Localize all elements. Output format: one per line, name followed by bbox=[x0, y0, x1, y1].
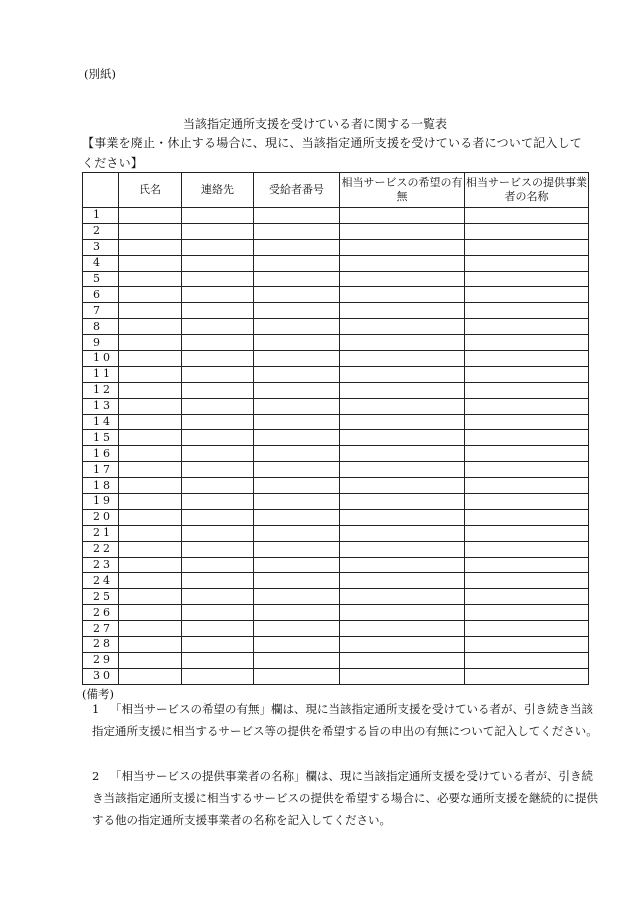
contact-cell[interactable] bbox=[182, 414, 254, 430]
provider-name-cell[interactable] bbox=[465, 478, 589, 494]
note-item bbox=[92, 765, 602, 831]
table-row bbox=[83, 271, 589, 287]
provider-name-cell[interactable] bbox=[465, 557, 589, 573]
name-cell[interactable] bbox=[119, 335, 182, 351]
recipient-number-cell[interactable] bbox=[254, 652, 340, 668]
header-recipient-number: 受給者番号 bbox=[254, 173, 340, 208]
table-row bbox=[83, 509, 589, 525]
service-wish-cell[interactable] bbox=[340, 462, 465, 478]
name-cell[interactable] bbox=[119, 605, 182, 621]
provider-name-cell[interactable] bbox=[465, 668, 589, 684]
recipient-number-cell[interactable] bbox=[254, 271, 340, 287]
provider-name-cell[interactable] bbox=[465, 652, 589, 668]
contact-cell[interactable] bbox=[182, 557, 254, 573]
contact-cell[interactable] bbox=[182, 398, 254, 414]
table-row bbox=[83, 541, 589, 557]
name-cell[interactable] bbox=[119, 208, 182, 224]
provider-name-cell[interactable] bbox=[465, 605, 589, 621]
name-cell[interactable] bbox=[119, 557, 182, 573]
contact-cell[interactable] bbox=[182, 573, 254, 589]
name-cell[interactable] bbox=[119, 351, 182, 367]
row-number: 23 bbox=[83, 557, 119, 573]
contact-cell[interactable] bbox=[182, 303, 254, 319]
name-cell[interactable] bbox=[119, 621, 182, 637]
table-row bbox=[83, 287, 589, 303]
row-number: 28 bbox=[83, 637, 119, 653]
recipient-number-cell[interactable] bbox=[254, 255, 340, 271]
provider-name-cell[interactable] bbox=[465, 271, 589, 287]
service-wish-cell[interactable] bbox=[340, 335, 465, 351]
provider-name-cell[interactable] bbox=[465, 239, 589, 255]
table-row bbox=[83, 446, 589, 462]
note-item bbox=[92, 698, 602, 742]
provider-name-cell[interactable] bbox=[465, 223, 589, 239]
header-name: 氏名 bbox=[119, 173, 182, 208]
recipient-number-cell[interactable] bbox=[254, 668, 340, 684]
provider-name-cell[interactable] bbox=[465, 287, 589, 303]
service-wish-cell[interactable] bbox=[340, 271, 465, 287]
row-number: 15 bbox=[83, 430, 119, 446]
recipient-number-cell[interactable] bbox=[254, 303, 340, 319]
row-number: 11 bbox=[83, 366, 119, 382]
provider-name-cell[interactable] bbox=[465, 335, 589, 351]
instruction-text: 【事業を廃止・休止する場合に、現に、当該指定通所支援を受けている者について記入してください】 bbox=[82, 136, 582, 170]
name-cell[interactable] bbox=[119, 303, 182, 319]
table-row bbox=[83, 589, 589, 605]
service-wish-cell[interactable] bbox=[340, 303, 465, 319]
service-wish-cell[interactable] bbox=[340, 208, 465, 224]
service-wish-cell[interactable] bbox=[340, 637, 465, 653]
table-row bbox=[83, 319, 589, 335]
name-cell[interactable] bbox=[119, 541, 182, 557]
name-cell[interactable] bbox=[119, 398, 182, 414]
name-cell[interactable] bbox=[119, 462, 182, 478]
table-row bbox=[83, 223, 589, 239]
name-cell[interactable] bbox=[119, 509, 182, 525]
table-row bbox=[83, 239, 589, 255]
name-cell[interactable] bbox=[119, 366, 182, 382]
service-wish-cell[interactable] bbox=[340, 430, 465, 446]
name-cell[interactable] bbox=[119, 239, 182, 255]
name-cell[interactable] bbox=[119, 525, 182, 541]
recipient-number-cell[interactable] bbox=[254, 557, 340, 573]
service-wish-cell[interactable] bbox=[340, 398, 465, 414]
recipient-number-cell[interactable] bbox=[254, 239, 340, 255]
table-row bbox=[83, 414, 589, 430]
contact-cell[interactable] bbox=[182, 446, 254, 462]
contact-cell[interactable] bbox=[182, 335, 254, 351]
contact-cell[interactable] bbox=[182, 255, 254, 271]
row-number: 21 bbox=[83, 525, 119, 541]
row-number: 25 bbox=[83, 589, 119, 605]
recipient-number-cell[interactable] bbox=[254, 351, 340, 367]
name-cell[interactable] bbox=[119, 668, 182, 684]
service-wish-cell[interactable] bbox=[340, 557, 465, 573]
table-row bbox=[83, 605, 589, 621]
row-number: 18 bbox=[83, 478, 119, 494]
table-row bbox=[83, 621, 589, 637]
contact-cell[interactable] bbox=[182, 430, 254, 446]
recipient-number-cell[interactable] bbox=[254, 398, 340, 414]
row-number: 7 bbox=[83, 303, 119, 319]
provider-name-cell[interactable] bbox=[465, 351, 589, 367]
service-wish-cell[interactable] bbox=[340, 414, 465, 430]
recipient-list-table bbox=[82, 172, 589, 685]
table-row bbox=[83, 525, 589, 541]
service-wish-cell[interactable] bbox=[340, 573, 465, 589]
table-row bbox=[83, 652, 589, 668]
recipient-number-cell[interactable] bbox=[254, 287, 340, 303]
row-number: 12 bbox=[83, 382, 119, 398]
contact-cell[interactable] bbox=[182, 637, 254, 653]
name-cell[interactable] bbox=[119, 430, 182, 446]
provider-name-cell[interactable] bbox=[465, 541, 589, 557]
table-row bbox=[83, 557, 589, 573]
service-wish-cell[interactable] bbox=[340, 668, 465, 684]
provider-name-cell[interactable] bbox=[465, 366, 589, 382]
recipient-number-cell[interactable] bbox=[254, 223, 340, 239]
name-cell[interactable] bbox=[119, 478, 182, 494]
row-number: 19 bbox=[83, 494, 119, 510]
contact-cell[interactable] bbox=[182, 351, 254, 367]
provider-name-cell[interactable] bbox=[465, 208, 589, 224]
service-wish-cell[interactable] bbox=[340, 589, 465, 605]
row-number: 9 bbox=[83, 335, 119, 351]
row-number: 24 bbox=[83, 573, 119, 589]
name-cell[interactable] bbox=[119, 287, 182, 303]
recipient-number-cell[interactable] bbox=[254, 319, 340, 335]
table-row bbox=[83, 398, 589, 414]
contact-cell[interactable] bbox=[182, 589, 254, 605]
header-service-wish: 相当サービスの希望の有無 bbox=[340, 173, 465, 208]
contact-cell[interactable] bbox=[182, 541, 254, 557]
recipient-number-cell[interactable] bbox=[254, 414, 340, 430]
row-number: 20 bbox=[83, 509, 119, 525]
service-wish-cell[interactable] bbox=[340, 541, 465, 557]
row-number: 22 bbox=[83, 541, 119, 557]
recipient-number-cell[interactable] bbox=[254, 494, 340, 510]
provider-name-cell[interactable] bbox=[465, 573, 589, 589]
table-row bbox=[83, 462, 589, 478]
notes-heading: (備考) bbox=[82, 687, 114, 701]
row-number: 17 bbox=[83, 462, 119, 478]
name-cell[interactable] bbox=[119, 382, 182, 398]
contact-cell[interactable] bbox=[182, 319, 254, 335]
row-number: 30 bbox=[83, 668, 119, 684]
name-cell[interactable] bbox=[119, 494, 182, 510]
service-wish-cell[interactable] bbox=[340, 366, 465, 382]
service-wish-cell[interactable] bbox=[340, 478, 465, 494]
recipient-number-cell[interactable] bbox=[254, 621, 340, 637]
contact-cell[interactable] bbox=[182, 652, 254, 668]
table-row bbox=[83, 366, 589, 382]
note-number: 1 bbox=[92, 702, 100, 716]
table-row bbox=[83, 573, 589, 589]
service-wish-cell[interactable] bbox=[340, 351, 465, 367]
service-wish-cell[interactable] bbox=[340, 223, 465, 239]
table-row bbox=[83, 208, 589, 224]
table-row bbox=[83, 668, 589, 684]
row-number: 3 bbox=[83, 239, 119, 255]
row-number: 13 bbox=[83, 398, 119, 414]
row-number: 16 bbox=[83, 446, 119, 462]
contact-cell[interactable] bbox=[182, 668, 254, 684]
contact-cell[interactable] bbox=[182, 239, 254, 255]
table-row bbox=[83, 335, 589, 351]
recipient-number-cell[interactable] bbox=[254, 478, 340, 494]
service-wish-cell[interactable] bbox=[340, 509, 465, 525]
provider-name-cell[interactable] bbox=[465, 462, 589, 478]
row-number: 6 bbox=[83, 287, 119, 303]
table-row bbox=[83, 351, 589, 367]
recipient-number-cell[interactable] bbox=[254, 605, 340, 621]
name-cell[interactable] bbox=[119, 271, 182, 287]
name-cell[interactable] bbox=[119, 589, 182, 605]
row-number: 2 bbox=[83, 223, 119, 239]
row-number: 1 bbox=[83, 208, 119, 224]
provider-name-cell[interactable] bbox=[465, 494, 589, 510]
table-row bbox=[83, 637, 589, 653]
service-wish-cell[interactable] bbox=[340, 525, 465, 541]
recipient-number-cell[interactable] bbox=[254, 462, 340, 478]
name-cell[interactable] bbox=[119, 652, 182, 668]
table-row bbox=[83, 494, 589, 510]
contact-cell[interactable] bbox=[182, 509, 254, 525]
row-number: 26 bbox=[83, 605, 119, 621]
service-wish-cell[interactable] bbox=[340, 319, 465, 335]
service-wish-cell[interactable] bbox=[340, 382, 465, 398]
header-number bbox=[83, 173, 119, 208]
row-number: 27 bbox=[83, 621, 119, 637]
provider-name-cell[interactable] bbox=[465, 637, 589, 653]
row-number: 4 bbox=[83, 255, 119, 271]
contact-cell[interactable] bbox=[182, 462, 254, 478]
name-cell[interactable] bbox=[119, 319, 182, 335]
provider-name-cell[interactable] bbox=[465, 382, 589, 398]
contact-cell[interactable] bbox=[182, 382, 254, 398]
service-wish-cell[interactable] bbox=[340, 446, 465, 462]
header-provider-name: 相当サービスの提供事業者の名称 bbox=[465, 173, 589, 208]
contact-cell[interactable] bbox=[182, 621, 254, 637]
table-row bbox=[83, 430, 589, 446]
provider-name-cell[interactable] bbox=[465, 414, 589, 430]
recipient-number-cell[interactable] bbox=[254, 637, 340, 653]
service-wish-cell[interactable] bbox=[340, 652, 465, 668]
row-number: 8 bbox=[83, 319, 119, 335]
service-wish-cell[interactable] bbox=[340, 255, 465, 271]
recipient-number-cell[interactable] bbox=[254, 509, 340, 525]
recipient-number-cell[interactable] bbox=[254, 589, 340, 605]
provider-name-cell[interactable] bbox=[465, 509, 589, 525]
provider-name-cell[interactable] bbox=[465, 303, 589, 319]
recipient-number-cell[interactable] bbox=[254, 366, 340, 382]
contact-cell[interactable] bbox=[182, 525, 254, 541]
provider-name-cell[interactable] bbox=[465, 430, 589, 446]
provider-name-cell[interactable] bbox=[465, 398, 589, 414]
annex-label: (別紙) bbox=[84, 67, 116, 81]
provider-name-cell[interactable] bbox=[465, 589, 589, 605]
provider-name-cell[interactable] bbox=[465, 525, 589, 541]
contact-cell[interactable] bbox=[182, 494, 254, 510]
service-wish-cell[interactable] bbox=[340, 287, 465, 303]
recipient-number-cell[interactable] bbox=[254, 525, 340, 541]
name-cell[interactable] bbox=[119, 255, 182, 271]
service-wish-cell[interactable] bbox=[340, 605, 465, 621]
note-text: 「相当サービスの希望の有無」欄は、現に当該指定通所支援を受けている者が、引き続き当該指定通所支援に相当するサービス等の提供を希望する旨の申出の有無について記入してください。 bbox=[92, 702, 598, 738]
document-title: 当該指定通所支援を受けている者に関する一覧表 bbox=[182, 117, 447, 131]
service-wish-cell[interactable] bbox=[340, 621, 465, 637]
contact-cell[interactable] bbox=[182, 478, 254, 494]
contact-cell[interactable] bbox=[182, 223, 254, 239]
row-number: 14 bbox=[83, 414, 119, 430]
service-wish-cell[interactable] bbox=[340, 494, 465, 510]
recipient-number-cell[interactable] bbox=[254, 541, 340, 557]
table-row bbox=[83, 303, 589, 319]
table-row bbox=[83, 478, 589, 494]
row-number: 10 bbox=[83, 351, 119, 367]
recipient-number-cell[interactable] bbox=[254, 573, 340, 589]
table-row bbox=[83, 382, 589, 398]
recipient-number-cell[interactable] bbox=[254, 335, 340, 351]
note-text: 「相当サービスの提供事業者の名称」欄は、現に当該指定通所支援を受けている者が、引き続き当該指定通所支援に相当するサービスの提供を希望する場合に、必要な通所支援を継続的に提供する他の指定通所支援事業者の名称を記入してください。 bbox=[92, 769, 598, 827]
recipient-number-cell[interactable] bbox=[254, 382, 340, 398]
provider-name-cell[interactable] bbox=[465, 255, 589, 271]
name-cell[interactable] bbox=[119, 414, 182, 430]
contact-cell[interactable] bbox=[182, 287, 254, 303]
provider-name-cell[interactable] bbox=[465, 319, 589, 335]
name-cell[interactable] bbox=[119, 223, 182, 239]
contact-cell[interactable] bbox=[182, 271, 254, 287]
recipient-number-cell[interactable] bbox=[254, 430, 340, 446]
contact-cell[interactable] bbox=[182, 208, 254, 224]
table-header-row bbox=[83, 173, 589, 208]
name-cell[interactable] bbox=[119, 446, 182, 462]
contact-cell[interactable] bbox=[182, 366, 254, 382]
note-number: 2 bbox=[92, 769, 100, 783]
recipient-number-cell[interactable] bbox=[254, 208, 340, 224]
service-wish-cell[interactable] bbox=[340, 239, 465, 255]
name-cell[interactable] bbox=[119, 637, 182, 653]
recipient-number-cell[interactable] bbox=[254, 446, 340, 462]
name-cell[interactable] bbox=[119, 573, 182, 589]
provider-name-cell[interactable] bbox=[465, 446, 589, 462]
contact-cell[interactable] bbox=[182, 605, 254, 621]
row-number: 29 bbox=[83, 652, 119, 668]
table-row bbox=[83, 255, 589, 271]
provider-name-cell[interactable] bbox=[465, 621, 589, 637]
row-number: 5 bbox=[83, 271, 119, 287]
header-contact: 連絡先 bbox=[182, 173, 254, 208]
